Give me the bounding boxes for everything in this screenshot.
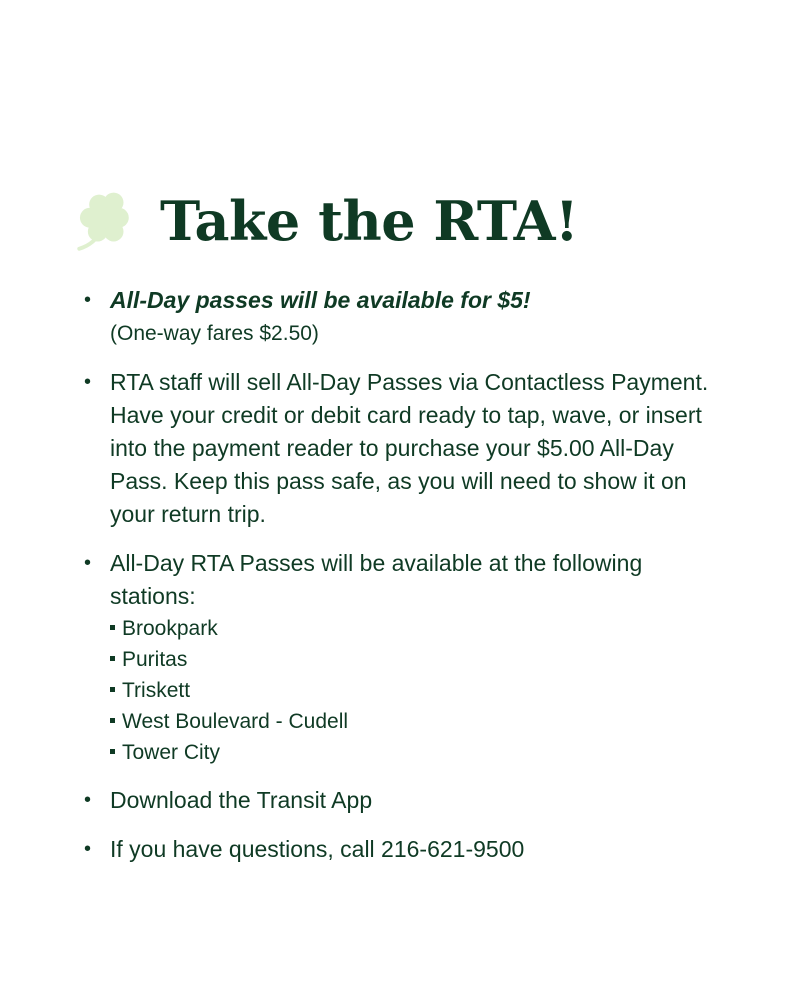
shamrock-icon [74,188,140,254]
square-bullet-icon [110,749,115,754]
bullet: • [84,552,92,574]
pass-headline: All-Day passes will be available for $5! [110,287,531,313]
bullet: • [84,789,92,811]
station-name: Brookpark [122,617,218,640]
square-bullet-icon [110,656,115,661]
station-name: Puritas [122,648,188,671]
bullet: • [84,371,92,393]
fare-note: (One-way fares $2.50) [110,322,319,345]
station-name: Triskett [122,679,191,702]
station-name: Tower City [122,741,221,764]
info-list [84,284,724,882]
square-bullet-icon [110,625,115,630]
list-item-app [84,784,724,817]
station-name: West Boulevard - Cudell [122,710,349,733]
payment-text: RTA staff will sell All-Day Passes via Contactless Payment. Have your credit or debit card ready to tap, wave, or insert into the payment reader to purchase your $5.00 All-Day Pass. Keep this pass safe, as you will need to show it on your return trip. [110,369,709,527]
header [74,186,578,256]
station-item [110,706,724,737]
station-item [110,737,724,768]
station-item [110,613,724,644]
bullet: • [84,838,92,860]
station-item [110,675,724,706]
page-title: Take the RTA! [160,189,579,253]
square-bullet-icon [110,687,115,692]
bullet: • [84,289,92,311]
list-item-stations [84,547,724,768]
station-item [110,644,724,675]
square-bullet-icon [110,718,115,723]
questions-text: If you have questions, call 216-621-9500 [110,836,525,862]
stations-list [110,613,724,768]
app-text: Download the Transit App [110,787,373,813]
list-item-pass [84,284,724,350]
list-item-payment [84,366,724,531]
stations-intro: All-Day RTA Passes will be available at the following stations: [110,550,643,609]
list-item-questions [84,833,724,866]
